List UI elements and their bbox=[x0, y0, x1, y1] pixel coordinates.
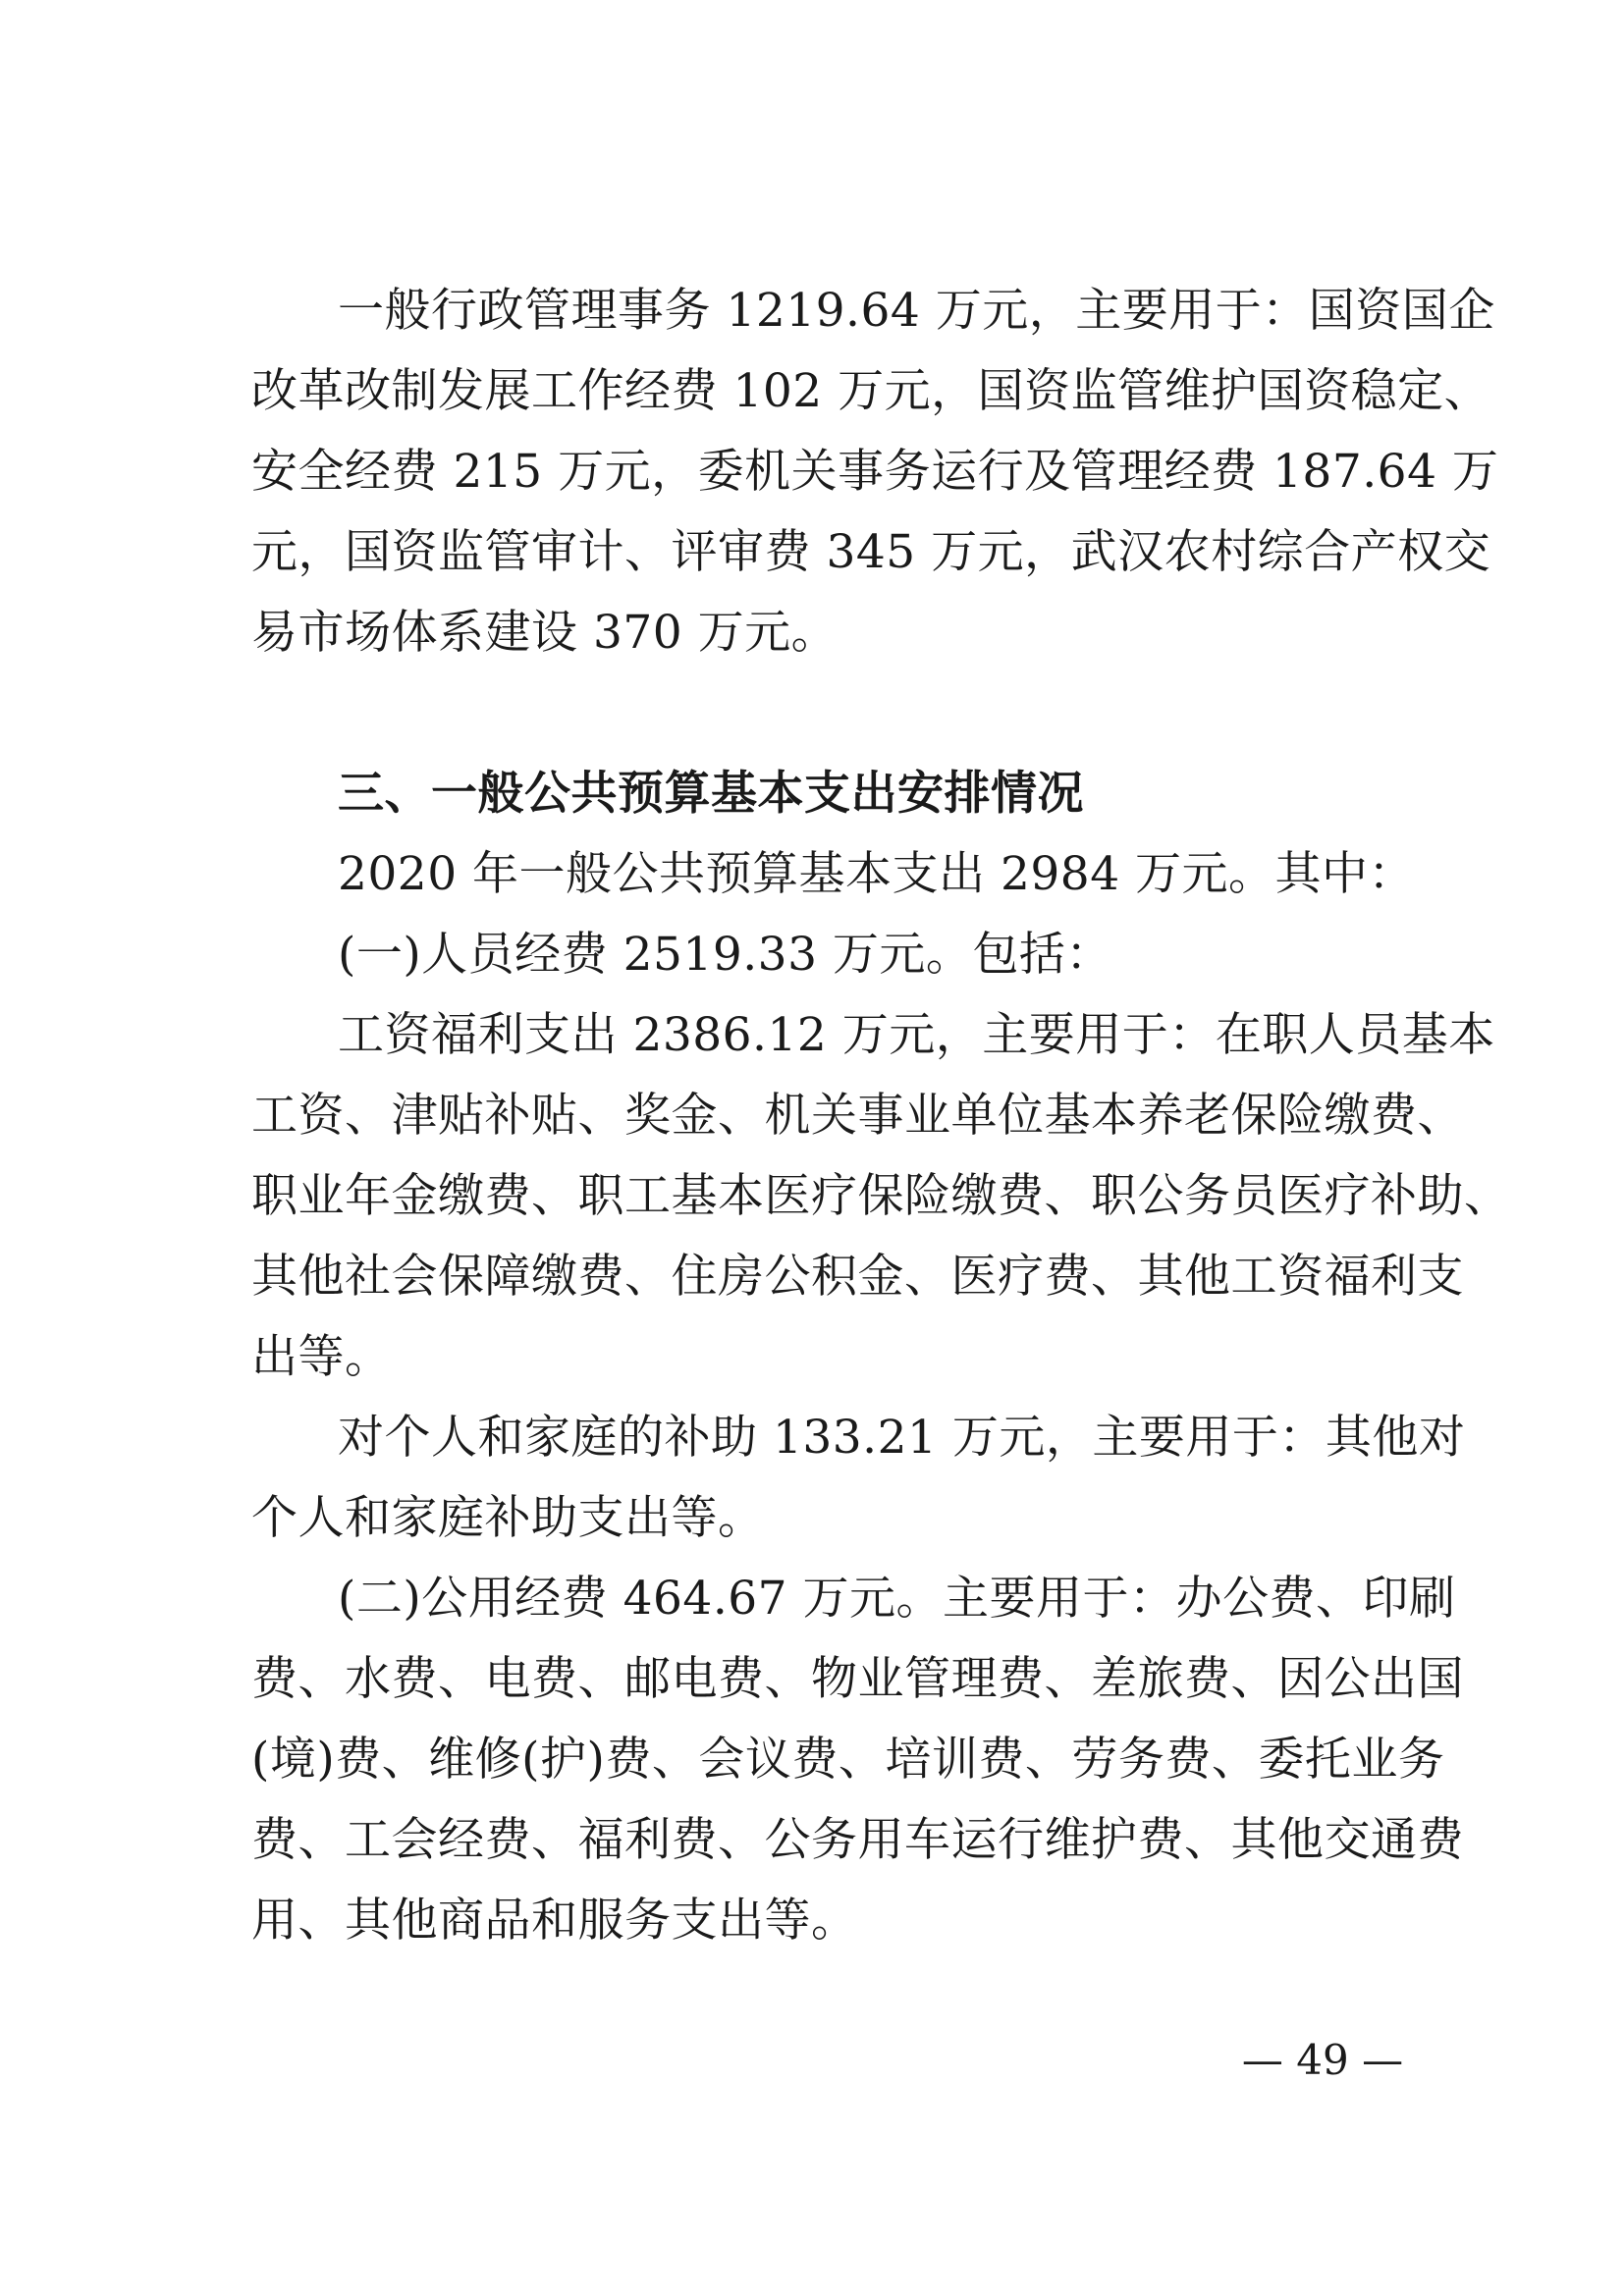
paragraph-line: 工资、津贴补贴、奖金、机关事业单位基本养老保险缴费、 bbox=[251, 1089, 1464, 1143]
paragraph-line: 其他社会保障缴费、住房公积金、医疗费、其他工资福利支 bbox=[251, 1250, 1464, 1304]
paragraph-line: 对个人和家庭的补助 133.21 万元，主要用于：其他对 bbox=[338, 1411, 1466, 1465]
paragraph-line: 2020 年一般公共预算基本支出 2984 万元。其中： bbox=[338, 847, 1416, 901]
paragraph-line: 用、其他商品和服务支出等。 bbox=[251, 1894, 858, 1948]
section-heading: 三、一般公共预算基本支出安排情况 bbox=[338, 767, 1084, 821]
page-number: — 49 — bbox=[1241, 2036, 1404, 2084]
paragraph-line: 改革改制发展工作经费 102 万元，国资监管维护国资稳定、 bbox=[251, 364, 1491, 418]
paragraph-line: 工资福利支出 2386.12 万元，主要用于：在职人员基本 bbox=[338, 1008, 1495, 1062]
paragraph-line: (二)公用经费 464.67 万元。主要用于：办公费、印刷 bbox=[338, 1572, 1456, 1626]
paragraph-line: 个人和家庭补助支出等。 bbox=[251, 1491, 765, 1545]
paragraph-line: 职业年金缴费、职工基本医疗保险缴费、职公务员医疗补助、 bbox=[251, 1169, 1511, 1223]
paragraph-line: 费、工会经费、福利费、公务用车运行维护费、其他交通费 bbox=[251, 1813, 1464, 1867]
paragraph-line: 安全经费 215 万元，委机关事务运行及管理经费 187.64 万 bbox=[251, 445, 1499, 499]
paragraph-line: 易市场体系建设 370 万元。 bbox=[251, 606, 839, 660]
paragraph-line: 费、水费、电费、邮电费、物业管理费、差旅费、因公出国 bbox=[251, 1652, 1464, 1706]
paragraph-line: (境)费、维修(护)费、会议费、培训费、劳务费、委托业务 bbox=[251, 1733, 1445, 1787]
paragraph-line: 元，国资监管审计、评审费 345 万元，武汉农村综合产权交 bbox=[251, 525, 1491, 579]
paragraph-line: 出等。 bbox=[251, 1330, 392, 1384]
paragraph-line: 一般行政管理事务 1219.64 万元，主要用于：国资国企 bbox=[338, 284, 1495, 338]
paragraph-line: (一)人员经费 2519.33 万元。包括： bbox=[338, 928, 1112, 982]
